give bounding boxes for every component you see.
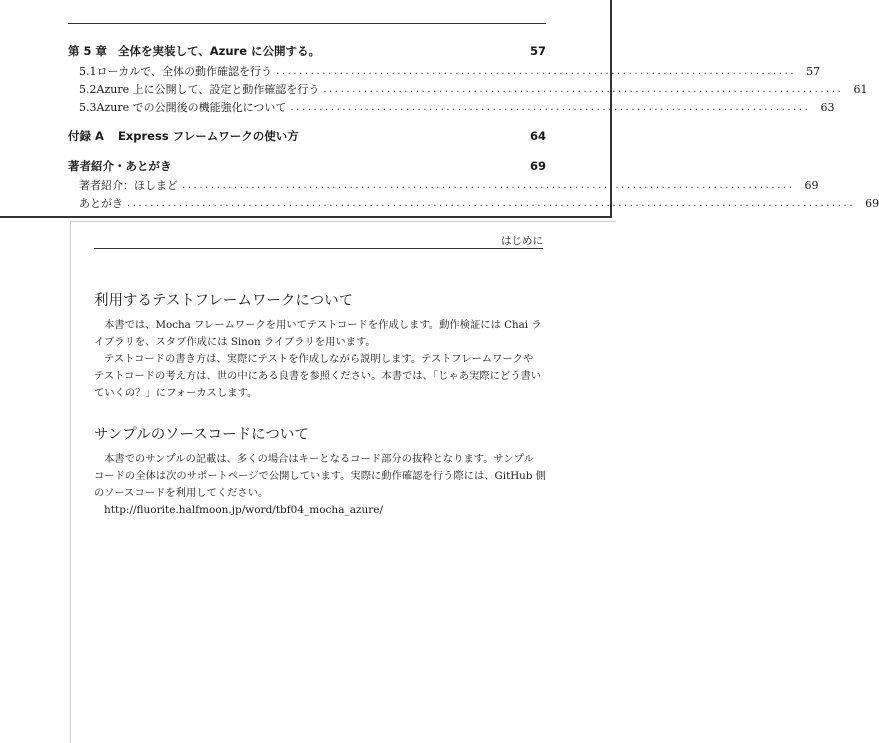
section-heading-sample-code: サンプルのソースコードについて (94, 427, 309, 443)
toc-chapter-title: 全体を実装して、Azure に公開する。 (118, 44, 321, 58)
toc-page-number: 69 (865, 196, 879, 210)
toc-section-5-2[interactable] (68, 81, 868, 97)
toc-leader-dots: .............................................................................................................................. (127, 197, 856, 209)
paragraph-line: コードの全体は次のサポートページで公開しています。実際に動作確認を行う際には、GitHub 側 (94, 470, 546, 482)
toc-appendix-a[interactable] (68, 128, 546, 144)
toc-leader-dots: .......................................................................................................... (182, 179, 795, 191)
toc-section-title: Azure での公開後の機能強化について (96, 101, 287, 114)
toc-subitem-title: あとがき (79, 197, 123, 210)
toc-page-number: 69 (804, 178, 819, 192)
toc-chapter-5[interactable] (68, 43, 546, 59)
toc-leader-dots: .......................................................................................... (323, 83, 844, 95)
toc-section-number: 5.3 (79, 100, 97, 114)
paragraph-sample-code (94, 451, 546, 502)
toc-page-number: 64 (529, 129, 546, 143)
paragraph-line: イブラリを、スタブ作成には Sinon ライブラリを用います。 (94, 336, 376, 348)
toc-subitem-title: 著者紹介：ほしまど (79, 179, 178, 192)
paragraph-line: 本書では、Mocha フレームワークを用いてテストコードを作成します。動作検証には Chai ラ (104, 319, 542, 331)
toc-author-afterword[interactable] (68, 158, 546, 174)
toc-chapter-title: 著者紹介・あとがき (68, 159, 172, 173)
toc-section-number: 5.1 (79, 64, 97, 78)
toc-subitem-afterword[interactable] (68, 195, 879, 211)
section-heading-test-framework: 利用するテストフレームワークについて (94, 293, 354, 309)
toc-page-number: 61 (853, 82, 868, 96)
paragraph-line: ていくの？」にフォーカスします。 (94, 387, 258, 399)
toc-top-rule (68, 23, 546, 24)
running-head-rule (94, 248, 543, 249)
paragraph-line: テストコードの書き方は、実際にテストを作成しながら説明します。テストフレームワークや (104, 353, 534, 365)
toc-page-number: 63 (820, 100, 835, 114)
support-page-url[interactable]: http://fluorite.halfmoon.jp/word/tbf04_mocha_azure/ (104, 504, 384, 516)
toc-section-5-3[interactable] (68, 99, 835, 115)
toc-section-5-1[interactable] (68, 63, 821, 79)
paragraph-line: テストコードの考え方は、世の中にある良書を参照ください。本書では、「じゃあ実際にどう書い (94, 370, 542, 382)
paragraph-test-framework (94, 317, 546, 402)
toc-page-number: 57 (529, 44, 546, 58)
toc-chapter-title: Express フレームワークの使い方 (118, 129, 299, 143)
toc-subitem-author[interactable] (68, 177, 819, 193)
toc-chapter-number: 付録 A (68, 129, 104, 143)
toc-page-number: 69 (529, 159, 546, 173)
toc-chapter-number: 第 5 章 (68, 44, 108, 58)
paragraph-line: 本書でのサンプルの記載は、多くの場合はキーとなるコード部分の抜粋となります。サンプル (104, 453, 534, 465)
running-head: はじめに (501, 235, 543, 247)
toc-section-title: Azure 上に公開して、設定と動作確認を行う (96, 83, 320, 96)
toc-page-number: 57 (806, 64, 821, 78)
toc-section-title: ローカルで、全体の動作確認を行う (96, 65, 273, 78)
toc-leader-dots: .......................................................................................... (290, 101, 811, 113)
toc-section-number: 5.2 (79, 82, 97, 96)
toc-leader-dots: .......................................................................................... (276, 65, 797, 77)
paragraph-line: のソースコードを利用してください。 (94, 487, 269, 499)
